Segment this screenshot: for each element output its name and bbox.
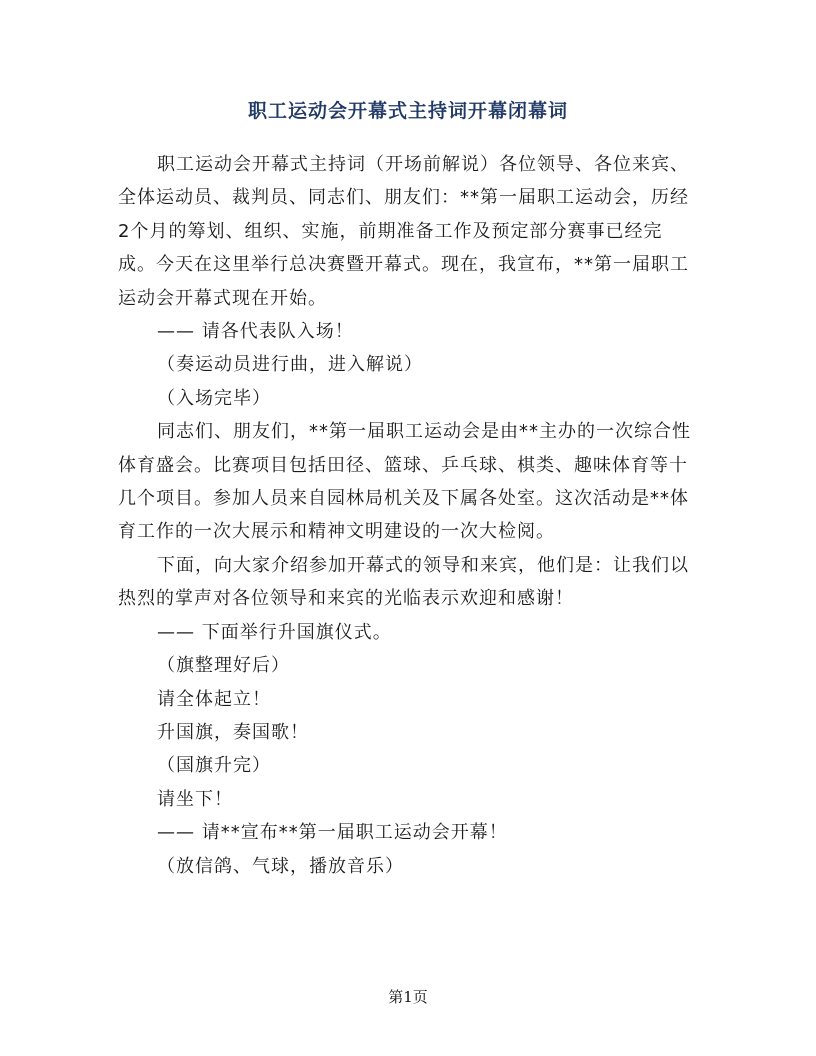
paragraph-sit-down: 请坐下！ <box>157 788 233 810</box>
paragraph-declare-open: —— 请**宣布**第一届职工运动会开幕！ <box>157 822 508 844</box>
page-number: 第1页 <box>388 988 428 1006</box>
paragraph-flag-raised: （国旗升完） <box>157 755 271 777</box>
paragraph-teams-enter: —— 请各代表队入场！ <box>157 321 354 343</box>
document-body <box>118 148 694 883</box>
paragraph-flag-ready: （旗整理好后） <box>157 655 290 677</box>
paragraph-anthem: 升国旗，奏国歌！ <box>157 721 309 743</box>
paragraph-stand-up: 请全体起立！ <box>157 688 271 710</box>
paragraph-intro: 职工运动会开幕式主持词（开场前解说）各位领导、各位来宾、全体运动员、裁判员、同志们、朋友们：**第一届职工运动会，历经2个月的筹划、组织、实施，前期准备工作及预定部分赛事已经完成。今天在这里举行总决赛暨开幕式。现在，我宣布，**第一届职工运动会开幕式现在开始。 <box>118 154 689 309</box>
paragraph-march-music: （奏运动员进行曲，进入解说） <box>157 354 423 376</box>
paragraph-flag-ceremony: —— 下面举行升国旗仪式。 <box>157 621 392 643</box>
paragraph-entry-done: （入场完毕） <box>157 387 271 409</box>
paragraph-release-doves: （放信鸽、气球，播放音乐） <box>157 855 404 877</box>
paragraph-event-overview: 同志们、朋友们，**第一届职工运动会是由**主办的一次综合性体育盛会。比赛项目包括田径、篮球、乒乓球、棋类、趣味体育等十几个项目。参加人员来自园林局机关及下属各处室。这次活动是**体育工作的一次大展示和精神文明建设的一次大检阅。 <box>118 421 691 543</box>
paragraph-guest-intro: 下面，向大家介绍参加开幕式的领导和来宾，他们是：让我们以热烈的掌声对各位领导和来宾的光临表示欢迎和感谢！ <box>118 554 689 610</box>
document-title: 职工运动会开幕式主持词开幕闭幕词 <box>247 100 568 122</box>
